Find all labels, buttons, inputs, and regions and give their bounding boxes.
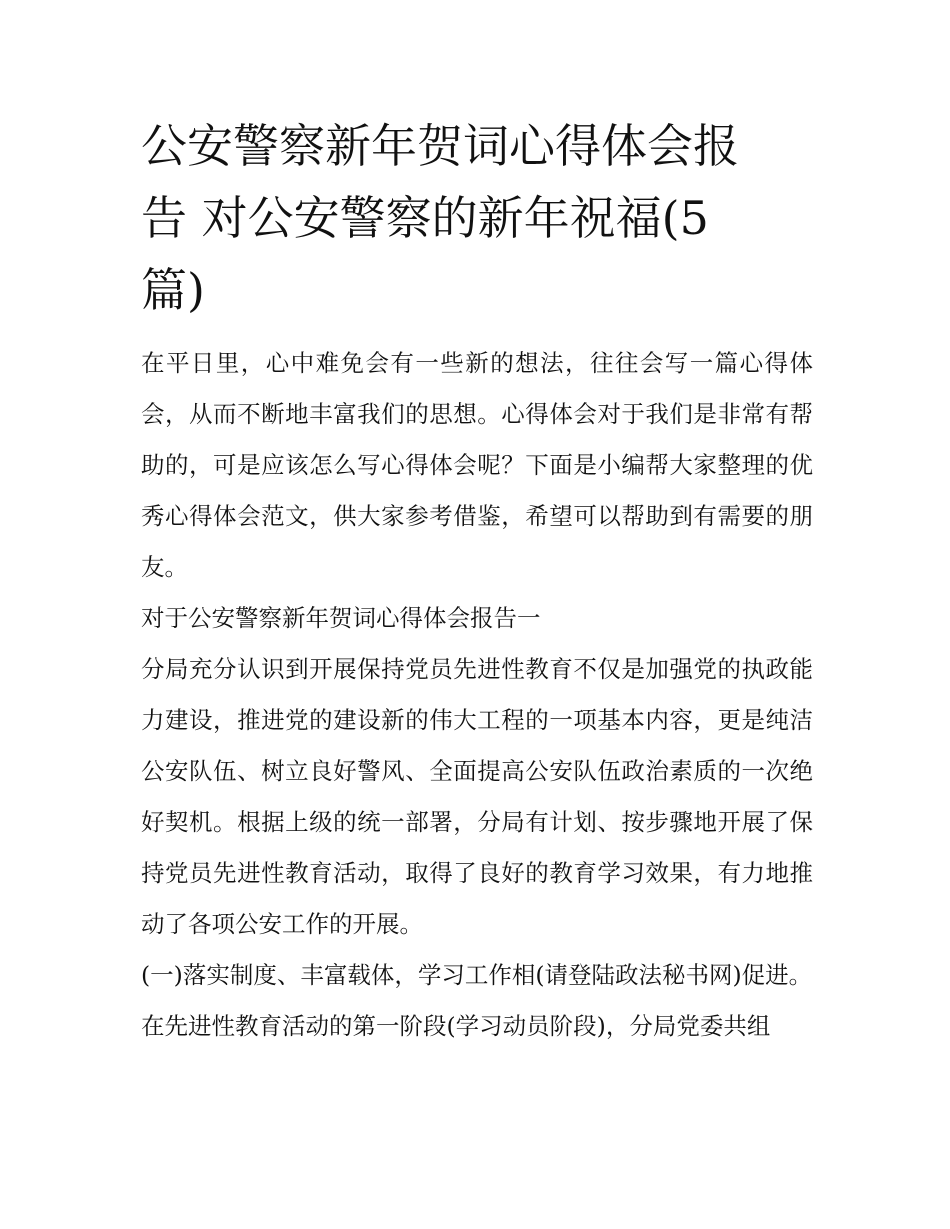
title-line-3: 篇) — [141, 263, 205, 317]
document-content — [141, 110, 813, 1052]
section-heading-1: 对于公安警察新年贺词心得体会报告一 — [141, 604, 541, 632]
title-line-2: 告 对公安警察的新年祝福(5 — [141, 191, 709, 245]
subheading-1: (一)落实制度、丰富载体，学习工作相(请登陆政法秘书网)促进。 — [141, 961, 813, 989]
document-title — [141, 110, 813, 326]
intro-paragraph: 在平日里，心中难免会有一些新的想法，往往会写一篇心得体会，从而不断地丰富我们的思想。心得体会对于我们是非常有帮助的，可是应该怎么写心得体会呢？下面是小编帮大家整理的优秀心得体会范文，供大家参考借鉴，希望可以帮助到有需要的朋友。 — [141, 349, 813, 581]
body-paragraph-2: 在先进性教育活动的第一阶段(学习动员阶段)，分局党委共组 — [141, 1012, 771, 1040]
body-paragraph-1: 分局充分认识到开展保持党员先进性教育不仅是加强党的执政能力建设，推进党的建设新的伟大工程的一项基本内容，更是纯洁公安队伍、树立良好警风、全面提高公安队伍政治素质的一次绝好契机。根据上级的统一部署，分局有计划、按步骤地开展了保持党员先进性教育活动，取得了良好的教育学习效果，有力地推动了各项公安工作的开展。 — [141, 655, 813, 938]
title-line-1: 公安警察新年贺词心得体会报 — [141, 119, 739, 173]
